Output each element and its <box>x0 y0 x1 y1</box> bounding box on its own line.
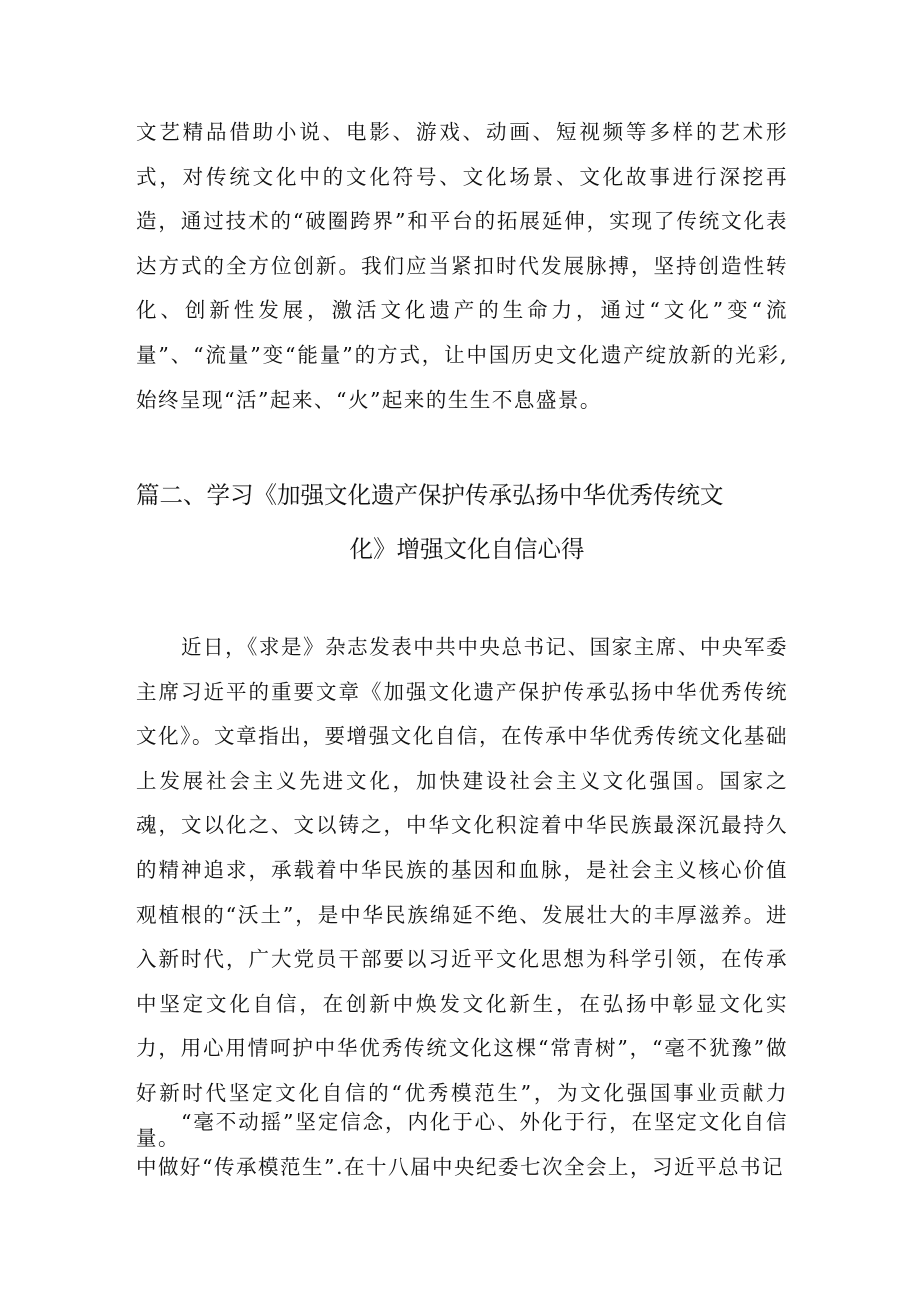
body-paragraph: 近日，《求是》杂志发表中共中央总书记、国家主席、中央军委主席习近平的重要文章《加强文化遗产保护传承弘扬中华优秀传统文化》。文章指出，要增强文化自信，在传承中华优秀传统文化基础上发展社会主义先进文化，加快建设社会主义文化强国。国家之魂，文以化之、文以铸之，中华文化积淀着中华民族最深沉最持久的精神追求，承载着中华民族的基因和血脉，是社会主义核心价值观植根的“沃土”，是中华民族绵延不绝、发展壮大的丰厚滋养。进入新时代，广大党员干部要以习近平文化思想为科学引领，在传承中坚定文化自信，在创新中焕发文化新生，在弘扬中彰显文化实力，用心用情呵护中华优秀传统文化这棵“常青树”，“毫不犹豫”做好新时代坚定文化自信的“优秀模范生”，为文化强国事业贡献力量。 <box>136 635 788 1150</box>
section-heading-line-1: 篇二、学习《加强文化遗产保护传承弘扬中华优秀传统文 <box>136 481 724 509</box>
body-paragraph: “毫不动摇”坚定信念，内化于心、外化于行，在坚定文化自信中做好“传承模范生”.在十八届中央纪委七次全会上，习近平总书记 <box>136 1110 788 1179</box>
body-paragraph: 文艺精品借助小说、电影、游戏、动画、短视频等多样的艺术形式，对传统文化中的文化符号、文化场景、文化故事进行深挖再造，通过技术的“破圈跨界”和平台的拓展延伸，实现了传统文化表达方式的全方位创新。我们应当紧扣时代发展脉搏，坚持创造性转化、创新性发展，激活文化遗产的生命力，通过“文化”变“流量”、“流量”变“能量”的方式，让中国历史文化遗产绽放新的光彩,始终呈现“活”起来、“火”起来的生生不息盛景。 <box>136 120 788 412</box>
section-heading-line-2: 化》增强文化自信心得 <box>349 535 585 563</box>
